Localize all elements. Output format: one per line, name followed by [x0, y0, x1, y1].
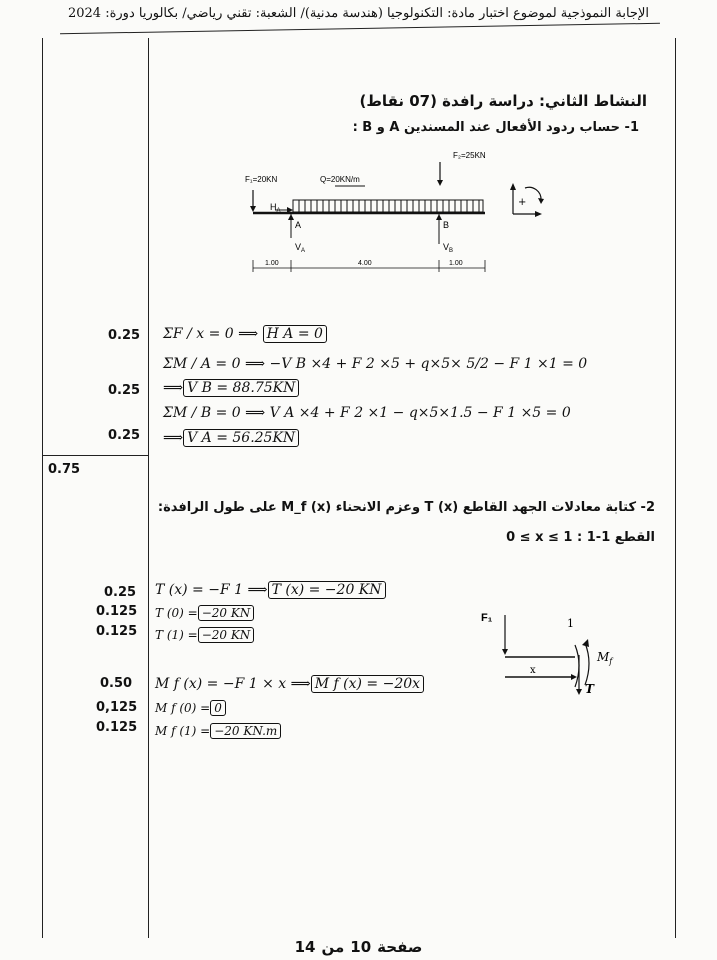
sign-convention-icon — [505, 180, 555, 220]
score-total: 0.75 — [48, 462, 81, 477]
vb-label: $V_B$ — [443, 242, 454, 254]
dim-2: 4.00 — [358, 260, 372, 267]
support-b-label: B — [443, 220, 450, 230]
result-moment: M f (x) = −20x — [311, 675, 424, 693]
cut-t-label: T — [585, 682, 594, 696]
equation-moment-0: M f (0) = 0 — [155, 701, 226, 715]
cut-diagram — [475, 605, 635, 705]
equation-moment-a: ΣM / A = 0 ⟹ −V B ×4 + F 2 ×5 + q×5× 5/2 − F 1 ×1 = 0 — [163, 356, 588, 372]
result-shear: T (x) = −20 KN — [268, 581, 386, 599]
svg-text:+: + — [518, 197, 527, 208]
q-label: Q=20KN/m — [320, 175, 360, 184]
score-column-divider — [148, 38, 149, 938]
score-t3: 0.125 — [96, 624, 138, 639]
result-vb: V B = 88.75KN — [183, 379, 299, 397]
score-m1: 0.50 — [100, 676, 133, 691]
score-t1: 0.25 — [104, 585, 137, 600]
activity-title: النشاط الثاني: دراسة رافدة (07 نقاط) — [359, 92, 647, 110]
equation-shear-0: T (0) = −20 KN — [155, 606, 254, 620]
equation-vb: ⟹ V B = 88.75KN — [163, 380, 299, 396]
equation-moment-1: M f (1) = −20 KN.m — [155, 724, 281, 738]
support-a-label: A — [295, 220, 302, 230]
dim-3: 1.00 — [449, 260, 463, 267]
result-ha: H A = 0 — [263, 325, 327, 343]
ha-label: $H_A$ — [270, 202, 281, 214]
load-hatching — [299, 200, 479, 212]
score-2: 0.25 — [108, 383, 141, 398]
page-header: الإجابة النموذجية لموضوع اختبار مادة: التكنولوجيا (هندسة مدنية)/ الشعبة: تقني رياضي/ بكالوريا دورة: 2024 — [67, 6, 649, 21]
equation-shear-1: T (1) = −20 KN — [155, 628, 254, 642]
score-t2: 0.125 — [96, 604, 138, 619]
score-3: 0.25 — [108, 428, 141, 443]
question-2: 2- كتابة معادلات الجهد القاطع T (x) وعزم الانحناء M_f (x) على طول الرافدة: — [157, 500, 655, 515]
equation-sum-fx: ΣF / x = 0 ⟹ H A = 0 — [163, 326, 327, 342]
va-label: $V_A$ — [295, 242, 306, 254]
result-va: V A = 56.25KN — [183, 429, 299, 447]
cut-f1-label: F₁ — [481, 612, 493, 624]
question-1: 1- حساب ردود الأفعال عند المسندين A و B : — [352, 120, 639, 135]
dim-1: 1.00 — [265, 260, 279, 267]
equation-moment-b: ΣM / B = 0 ⟹ V A ×4 + F 2 ×1 − q×5×1.5 − F 1 ×5 = 0 — [163, 405, 571, 421]
f2-label: F₂=25KN — [453, 151, 486, 160]
cut-one-label: 1 — [567, 617, 574, 630]
score-row-divider — [42, 455, 149, 456]
page-footer: صفحة10من14 — [294, 938, 423, 956]
equation-va: ⟹ V A = 56.25KN — [163, 430, 299, 446]
equation-moment: M f (x) = −F 1 × x ⟹ M f (x) = −20x — [155, 676, 424, 692]
score-1: 0.25 — [108, 328, 141, 343]
f1-arrowhead — [250, 206, 256, 212]
f2-arrowhead — [437, 180, 443, 186]
f1-label: F₁=20KN — [245, 175, 278, 184]
mf-arc — [585, 643, 589, 685]
score-m2: 0,125 — [96, 700, 138, 715]
section-1-1: القطع 1-1 : 0 ≤ x ≤ 1 — [506, 530, 655, 545]
cut-mf-label: $M_f$ — [597, 650, 613, 666]
header-underline — [60, 23, 660, 34]
score-m3: 0.125 — [96, 720, 138, 735]
cut-x-label: x — [530, 665, 536, 676]
equation-shear: T (x) = −F 1 ⟹ T (x) = −20 KN — [155, 582, 386, 598]
